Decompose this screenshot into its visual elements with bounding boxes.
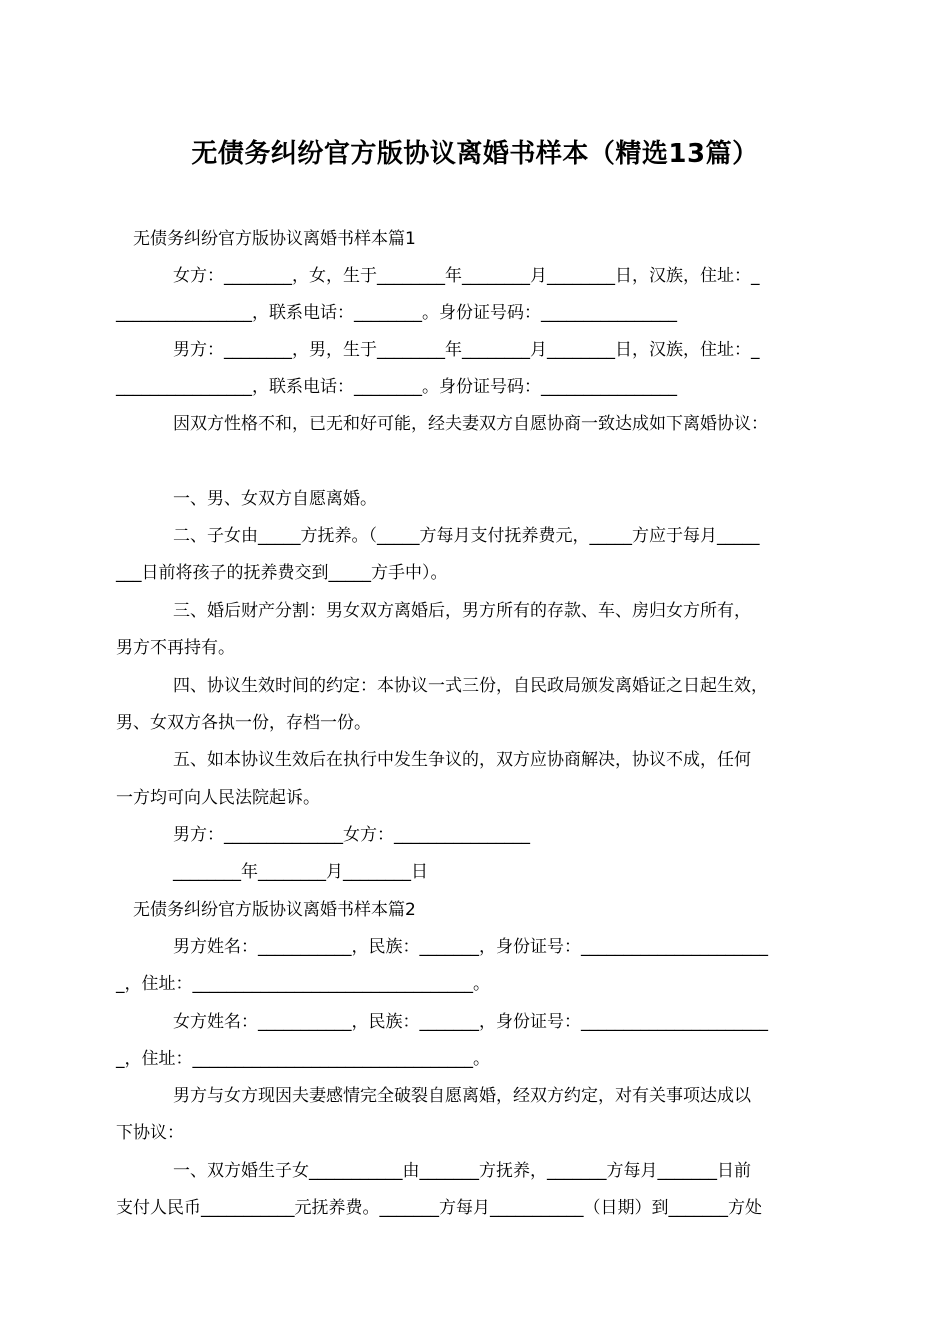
paragraph-line: 五、如本协议生效后在执行中发生争议的，双方应协商解决，协议不成，任何 bbox=[173, 750, 751, 770]
paragraph-line: 男方：________，男，生于________年________月________日，汉族，住址：_ bbox=[173, 340, 760, 360]
paragraph-line: 下协议： bbox=[116, 1123, 184, 1143]
section-heading-1: 无债务纠纷官方版协议离婚书样本篇1 bbox=[133, 229, 416, 249]
paragraph-line: _，住址：_________________________________。 bbox=[116, 1049, 490, 1069]
paragraph-line: 一、双方婚生子女___________由_______方抚养，_______方每月_______日前 bbox=[173, 1161, 751, 1181]
paragraph-line: 一、男、女双方自愿离婚。 bbox=[173, 489, 377, 509]
paragraph-line: 因双方性格不和，已无和好可能，经夫妻双方自愿协商一致达成如下离婚协议： bbox=[173, 414, 768, 434]
paragraph-line: 女方姓名：___________，民族：_______，身份证号：______________________ bbox=[173, 1012, 768, 1032]
date-line: ________年________月________日 bbox=[173, 862, 428, 882]
paragraph-line: 男方姓名：___________，民族：_______，身份证号：______________________ bbox=[173, 937, 768, 957]
paragraph-line: 女方：________，女，生于________年________月________日，汉族，住址：_ bbox=[173, 266, 760, 286]
paragraph-line: _，住址：_________________________________。 bbox=[116, 974, 490, 994]
paragraph-line: 男方不再持有。 bbox=[116, 638, 235, 658]
paragraph-line: 支付人民币___________元抚养费。_______方每月___________（日期）到_______方处 bbox=[116, 1198, 762, 1218]
paragraph-line: 四、协议生效时间的约定：本协议一式三份，自民政局颁发离婚证之日起生效， bbox=[173, 676, 768, 696]
paragraph-line: 三、婚后财产分割：男女双方离婚后，男方所有的存款、车、房归女方所有， bbox=[173, 601, 751, 621]
paragraph-line: ___日前将孩子的抚养费交到_____方手中）。 bbox=[116, 563, 448, 583]
paragraph-line: 男、女双方各执一份，存档一份。 bbox=[116, 713, 371, 733]
section-heading-2: 无债务纠纷官方版协议离婚书样本篇2 bbox=[133, 900, 416, 920]
paragraph-line: 男方与女方现因夫妻感情完全破裂自愿离婚，经双方约定，对有关事项达成以 bbox=[173, 1086, 751, 1106]
paragraph-line: 一方均可向人民法院起诉。 bbox=[116, 788, 320, 808]
paragraph-line: ________________，联系电话：________。身份证号码：________________ bbox=[116, 303, 677, 323]
paragraph-line: 二、子女由_____方抚养。（_____方每月支付抚养费元，_____方应于每月_____ bbox=[173, 526, 760, 546]
document-title: 无债务纠纷官方版协议离婚书样本（精选13篇） bbox=[191, 139, 759, 169]
signature-line: 男方：______________女方：________________ bbox=[173, 825, 530, 845]
paragraph-line: ________________，联系电话：________。身份证号码：________________ bbox=[116, 377, 677, 397]
